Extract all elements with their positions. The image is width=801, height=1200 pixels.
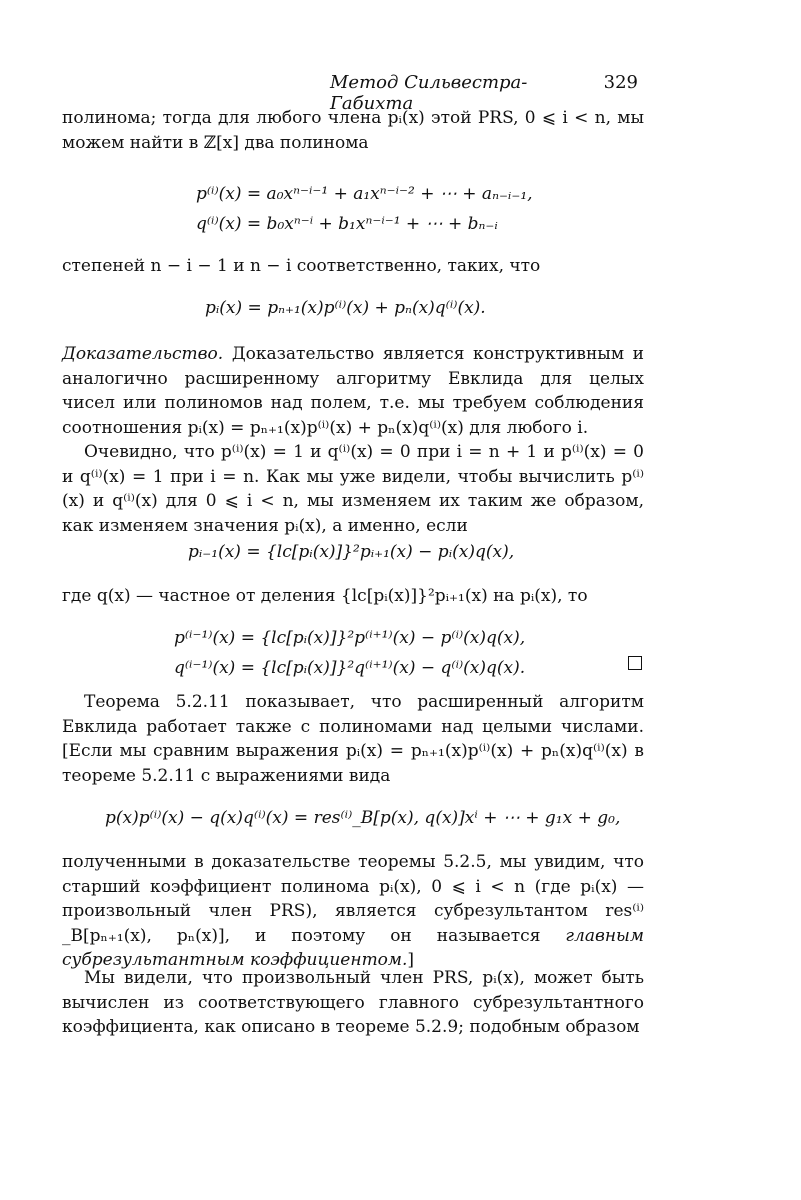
qed-square-icon bbox=[628, 656, 642, 670]
paragraph-intro: полинома; тогда для любого члена pᵢ(x) этой PRS, 0 ⩽ i < n, мы можем найти в ℤ[x] два полинома bbox=[62, 108, 644, 153]
equation-p-i-minus-1: p⁽ⁱ⁻¹⁾(x) = {lc[pᵢ(x)]}²p⁽ⁱ⁺¹⁾(x) − p⁽ⁱ⁾(x)q(x), bbox=[174, 628, 526, 648]
page-number: 329 bbox=[603, 72, 638, 93]
paragraph-final: Мы видели, что произвольный член PRS, pᵢ(x), может быть вычислен из соответствующего главного субрезультантного коэффициента, как описано в теореме 5.2.9; подобным образом bbox=[62, 968, 644, 1037]
closing-bracket: ] bbox=[407, 950, 415, 970]
proof-label: Доказательство. bbox=[62, 344, 224, 364]
paragraph-principal-coefficient bbox=[62, 850, 644, 973]
equation-pi-combination: pᵢ(x) = pₙ₊₁(x)p⁽ⁱ⁾(x) + pₙ(x)q⁽ⁱ⁾(x). bbox=[205, 298, 486, 318]
equation-q-i-minus-1: q⁽ⁱ⁻¹⁾(x) = {lc[pᵢ(x)]}²q⁽ⁱ⁺¹⁾(x) − q⁽ⁱ⁾(x)q(x). bbox=[174, 658, 526, 678]
equation-p-i: p⁽ⁱ⁾(x) = a₀xⁿ⁻ⁱ⁻¹ + a₁xⁿ⁻ⁱ⁻² + ⋯ + aₙ₋ᵢ₋₁, bbox=[196, 184, 533, 204]
running-title: Метод Сильвестра-Габихта bbox=[330, 72, 528, 114]
paragraph-theorem-remark: Теорема 5.2.11 показывает, что расширенный алгоритм Евклида работает также с полиномами над целыми числами. [Если мы сравним выражения pᵢ(x) = pₙ₊₁(x)p⁽ⁱ⁾(x) + pₙ(x)q⁽ⁱ⁾(x) в теореме 5.2.11 с выражениями вида bbox=[62, 692, 644, 786]
proof-text: Доказательство является конструктивным и аналогично расширенному алгоритму Евклида для целых чисел или полиномов над полем, т.е. мы требуем соблюдения соотношения pᵢ(x) = pₙ₊₁(x)p⁽ⁱ⁾(x) + pₙ(x)q⁽ⁱ⁾(x) для любого i. bbox=[62, 344, 644, 438]
equation-pi-minus-1: pᵢ₋₁(x) = {lc[pᵢ(x)]}²pᵢ₊₁(x) − pᵢ(x)q(x), bbox=[188, 542, 515, 562]
paragraph-quotient: где q(x) — частное от деления {lc[pᵢ(x)]}²pᵢ₊₁(x) на pᵢ(x), то bbox=[62, 586, 588, 606]
defined-term: главным субрезультантным коэффициентом. bbox=[62, 925, 644, 970]
equation-subresultant: p(x)p⁽ⁱ⁾(x) − q(x)q⁽ⁱ⁾(x) = res⁽ⁱ⁾_B[p(x), q(x)]xⁱ + ⋯ + g₁x + g₀, bbox=[105, 808, 621, 828]
paragraph-degrees: степеней n − i − 1 и n − i соответственно, таких, что bbox=[62, 256, 541, 276]
paragraph-initial-values: Очевидно, что p⁽ⁱ⁾(x) = 1 и q⁽ⁱ⁾(x) = 0 при i = n + 1 и p⁽ⁱ⁾(x) = 0 и q⁽ⁱ⁾(x) = 1 при i = n. Как мы уже видели, чтобы вычислить p⁽ⁱ⁾(x) и q⁽ⁱ⁾(x) для 0 ⩽ i < n, мы изменяем их таким же образом, как изменяем значения pᵢ(x), а именно, если bbox=[62, 442, 644, 536]
equation-q-i: q⁽ⁱ⁾(x) = b₀xⁿ⁻ⁱ + b₁xⁿ⁻ⁱ⁻¹ + ⋯ + bₙ₋ᵢ bbox=[196, 214, 498, 234]
paragraph-proof bbox=[62, 342, 644, 440]
principal-coefficient-text: полученными в доказательстве теоремы 5.2.5, мы увидим, что старший коэффициент полинома pᵢ(x), 0 ⩽ i < n (где pᵢ(x) — произвольный член PRS), является субрезультантом res⁽ⁱ⁾_B[pₙ₊₁(x), pₙ(x)], и поэтому он называется bbox=[62, 852, 644, 946]
